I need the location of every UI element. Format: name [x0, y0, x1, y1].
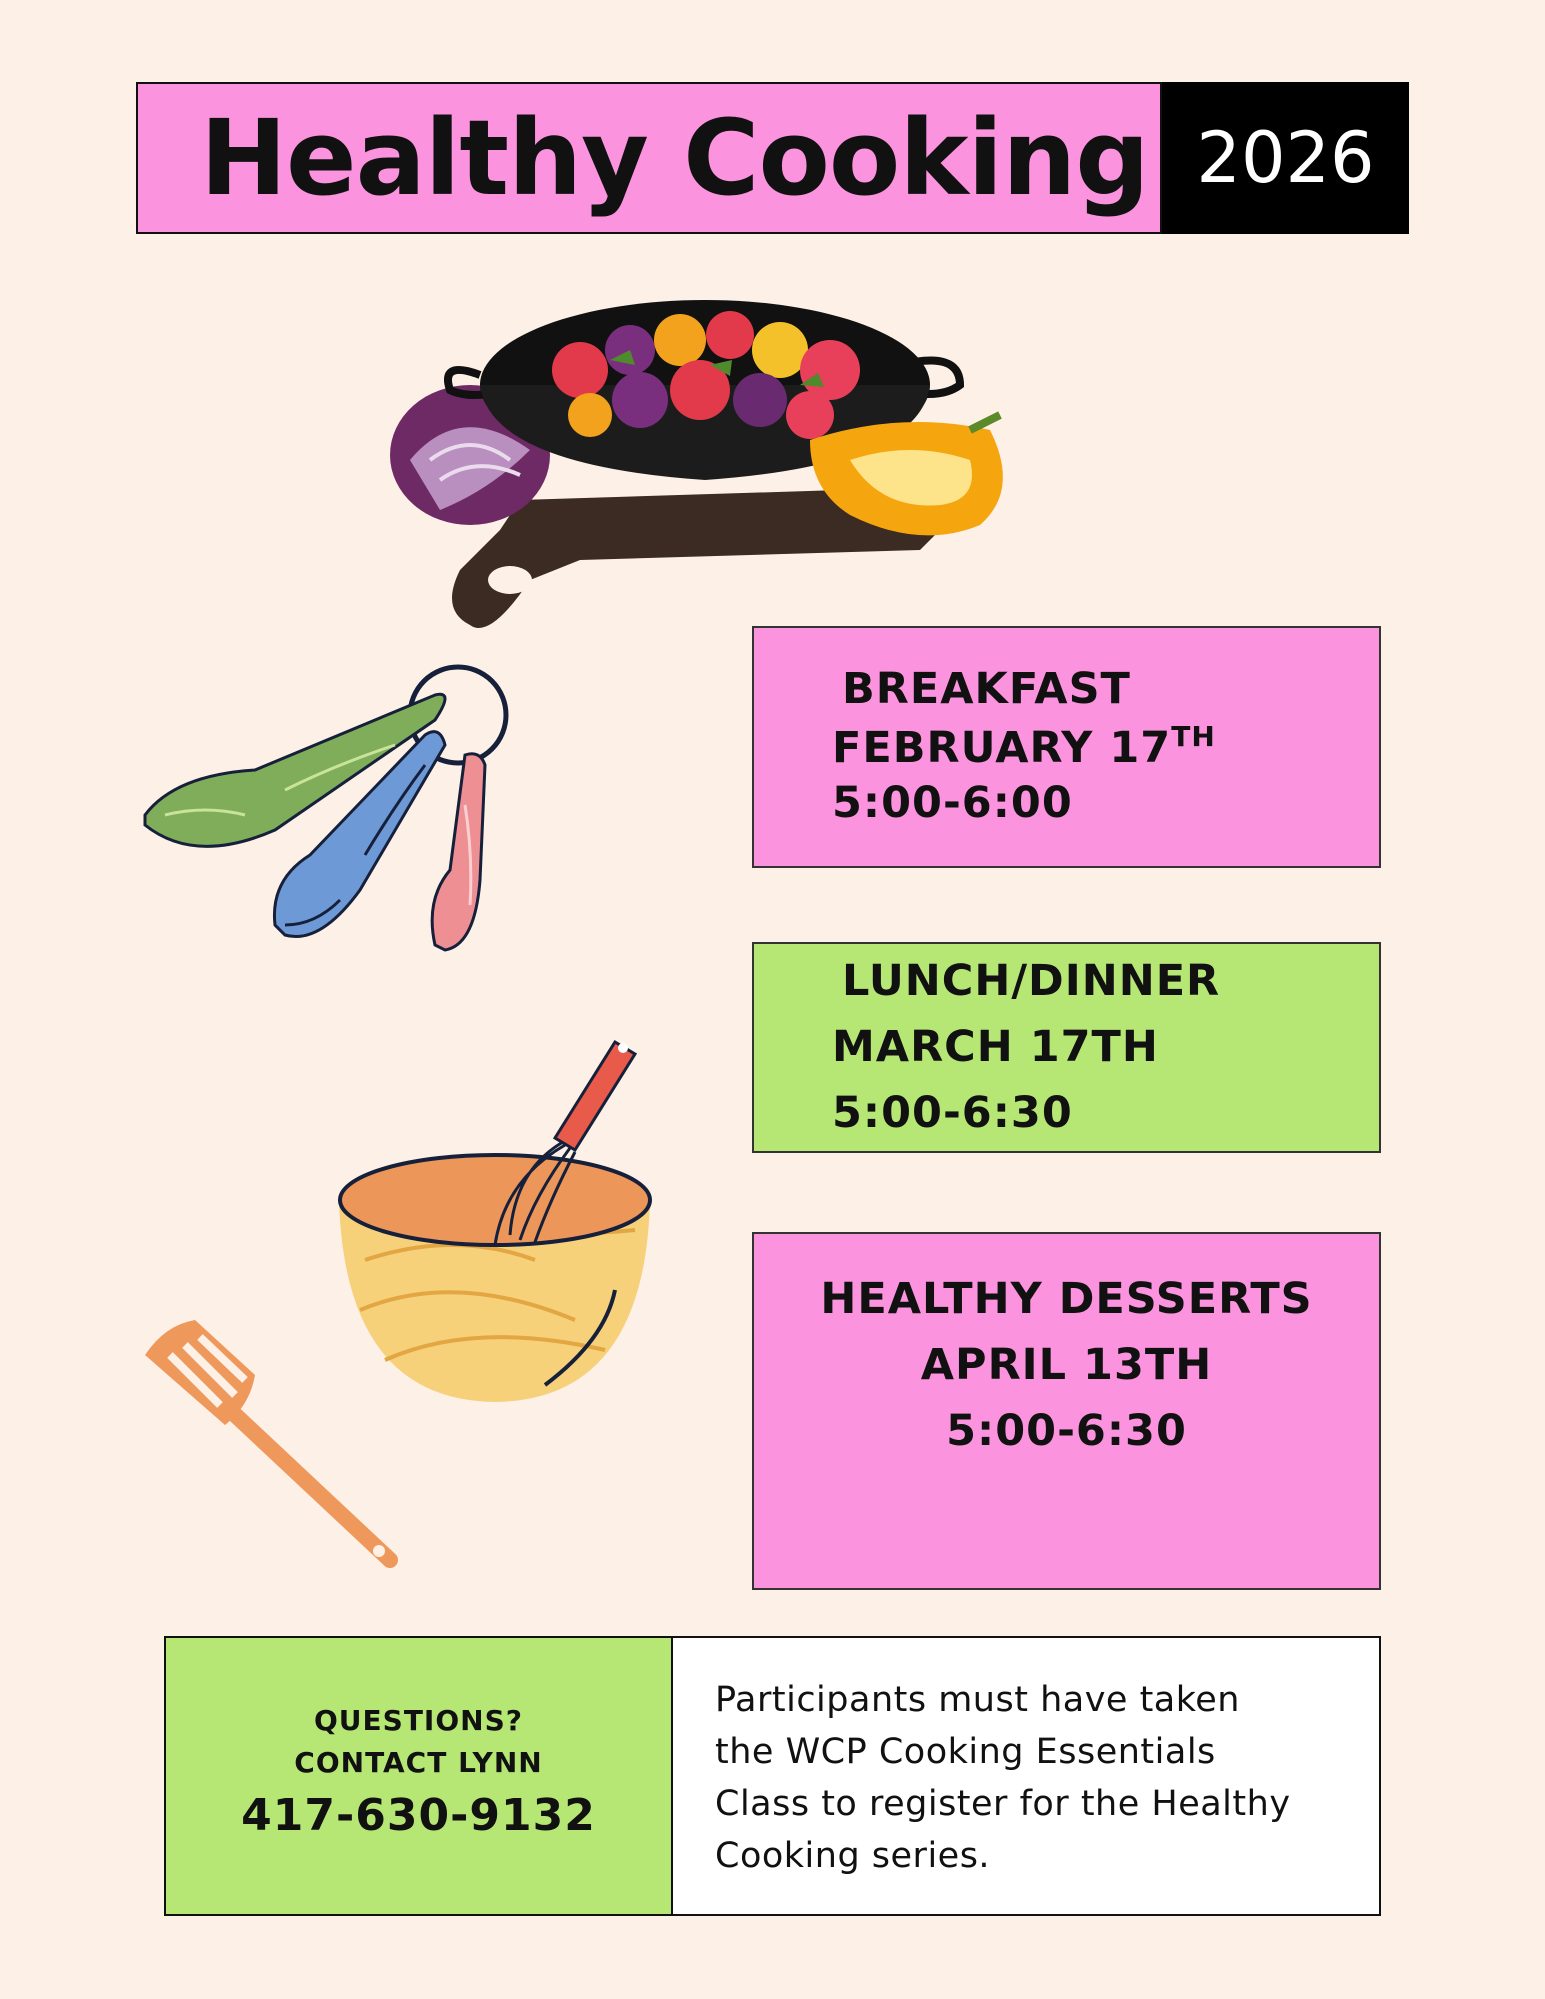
contact-name: CONTACT LYNN	[294, 1746, 543, 1779]
spatula-icon	[135, 1315, 405, 1585]
session-time: 5:00-6:00	[832, 778, 1073, 828]
page-title: Healthy Cooking	[200, 97, 1149, 219]
session-name: LUNCH/DINNER	[842, 956, 1221, 1006]
session-time: 5:00-6:30	[832, 1088, 1073, 1138]
session-card-breakfast	[752, 626, 1381, 868]
session-date: FEBRUARY 17TH	[832, 720, 1216, 773]
eligibility-note	[671, 1636, 1381, 1916]
contact-box	[164, 1636, 673, 1916]
contact-question: QUESTIONS?	[314, 1704, 523, 1737]
measuring-spoons-icon	[135, 655, 515, 955]
session-card-healthy-desserts	[752, 1232, 1381, 1590]
session-date: MARCH 17TH	[832, 1022, 1159, 1072]
vegetable-pan-photo	[380, 290, 1040, 650]
note-text: Participants must have taken the WCP Cooking Essentials Class to register for the Healthy Cooking series.	[715, 1680, 1291, 1876]
session-card-lunch-dinner	[752, 942, 1381, 1153]
session-name: BREAKFAST	[842, 664, 1131, 714]
year-badge: 2026	[1162, 82, 1409, 234]
session-date: APRIL 13TH	[920, 1340, 1213, 1390]
contact-phone: 417-630-9132	[241, 1790, 596, 1841]
session-name: HEALTHY DESSERTS	[820, 1274, 1313, 1324]
session-time: 5:00-6:30	[946, 1406, 1187, 1456]
